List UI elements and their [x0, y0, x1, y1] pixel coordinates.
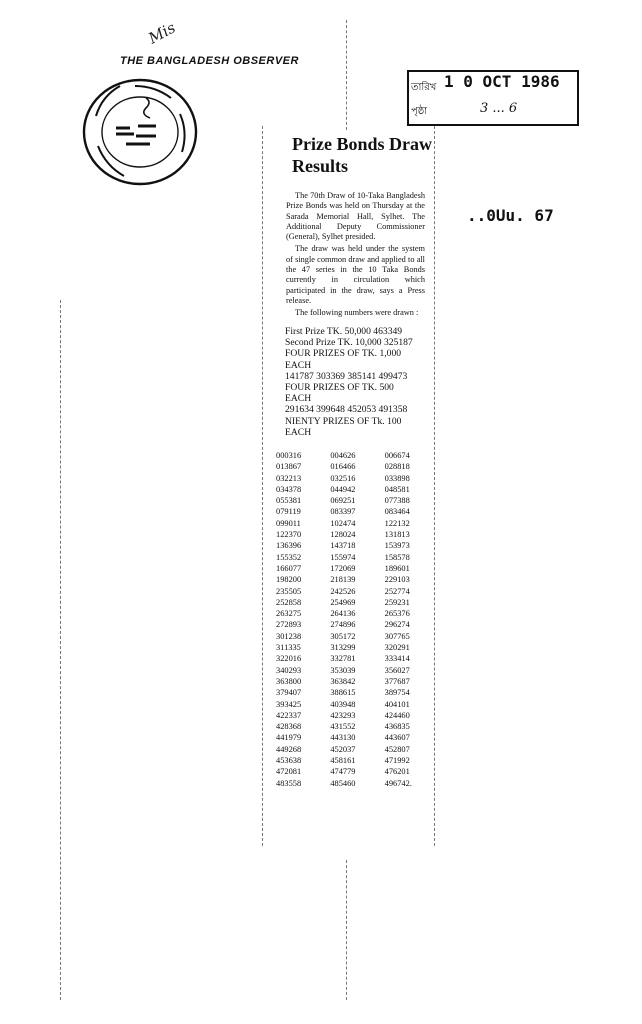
prize-number: 102474 [330, 518, 356, 528]
number-row [276, 687, 436, 698]
number-row [276, 665, 436, 676]
winning-numbers-grid [276, 450, 436, 789]
prize-number: 153973 [384, 541, 410, 551]
prize-number: 155352 [276, 552, 302, 562]
prize-number: 083397 [330, 507, 356, 517]
prize-number: 028818 [384, 462, 410, 472]
prize-number: 264136 [330, 609, 356, 619]
number-row [276, 710, 436, 721]
prize-line: EACH [285, 359, 312, 371]
prize-number: 198200 [276, 575, 302, 585]
prize-number: 242526 [330, 586, 356, 596]
prize-number: 313299 [330, 643, 356, 653]
prize-number: 263275 [276, 609, 302, 619]
number-row [276, 778, 436, 789]
date-label: তারিখ [411, 82, 437, 93]
prize-number: 000316 [276, 451, 302, 460]
prize-line: NIENTY PRIZES OF Tk. 100 [285, 415, 402, 427]
prize-number: 122132 [384, 518, 410, 528]
page-crease [60, 300, 61, 1000]
prize-number: 272893 [276, 620, 302, 630]
prize-number: 452037 [330, 744, 356, 754]
newspaper-masthead: THE BANGLADESH OBSERVER [120, 55, 299, 67]
prize-line: 291634 399648 452053 491358 [285, 404, 408, 416]
handwritten-initials: Mis [145, 18, 179, 48]
number-row [276, 552, 436, 563]
prize-line: Second Prize TK. 10,000 325187 [285, 337, 413, 349]
number-row [276, 766, 436, 777]
number-row [276, 484, 436, 495]
number-row [276, 506, 436, 517]
prize-number: 311335 [276, 643, 301, 653]
prize-number: 428368 [276, 722, 302, 732]
prize-number: 229103 [384, 575, 410, 585]
prize-number: 476201 [384, 767, 410, 777]
prize-number: 077388 [384, 496, 410, 506]
prize-number: 143718 [330, 541, 356, 551]
prize-number: 218139 [330, 575, 356, 585]
prize-number: 458161 [330, 756, 356, 766]
prize-number: 252858 [276, 597, 302, 607]
prize-number: 252774 [384, 586, 410, 596]
prize-number: 189601 [384, 563, 410, 573]
clipping-left-edge [262, 126, 263, 846]
prize-number: 449268 [276, 744, 302, 754]
prize-number: 474779 [330, 767, 356, 777]
number-row [276, 699, 436, 710]
prize-number: 004626 [330, 451, 356, 460]
prize-number: 353039 [330, 665, 356, 675]
number-row [276, 744, 436, 755]
prize-number: 274896 [330, 620, 356, 630]
prize-number: 356027 [384, 665, 410, 675]
prize-number: 363842 [330, 676, 356, 686]
prize-number: 452807 [384, 744, 410, 754]
prize-line: 141787 303369 385141 499473 [285, 370, 408, 382]
prize-number: 422337 [276, 710, 302, 720]
number-row [276, 653, 436, 664]
number-row [276, 619, 436, 630]
prize-number: 496742. [384, 778, 412, 788]
prize-number: 013867 [276, 462, 302, 472]
number-row [276, 676, 436, 687]
number-row [276, 473, 436, 484]
prize-number: 393425 [276, 699, 302, 709]
prize-line: FOUR PRIZES OF TK. 1,000 [285, 348, 402, 360]
prize-number: 403948 [330, 699, 356, 709]
prize-number: 034378 [276, 484, 302, 494]
number-row [276, 721, 436, 732]
prize-number: 453638 [276, 756, 302, 766]
prize-number: 307765 [384, 631, 410, 641]
prize-number: 320291 [384, 643, 410, 653]
prize-number: 305172 [330, 631, 356, 641]
prize-number: 472081 [276, 767, 302, 777]
prize-number: 443607 [384, 733, 410, 743]
prize-number: 069251 [330, 496, 356, 506]
page-crease-bottom [346, 860, 347, 1000]
prize-number: 254969 [330, 597, 356, 607]
prize-line: EACH [285, 426, 312, 438]
prize-number: 441979 [276, 733, 302, 743]
page-crease-top [346, 20, 347, 130]
prize-number: 044942 [330, 484, 356, 494]
number-row [276, 529, 436, 540]
prize-number: 128024 [330, 530, 356, 540]
article-paragraph: The following numbers were drawn : [295, 308, 419, 318]
prize-number: 032516 [330, 473, 356, 483]
article-headline: Prize Bonds Draw Results [292, 134, 432, 176]
prize-number: 259231 [384, 597, 410, 607]
prize-number: 055381 [276, 496, 302, 506]
number-row [276, 540, 436, 551]
number-row [276, 631, 436, 642]
prize-number: 131813 [384, 530, 410, 540]
prize-number: 301238 [276, 631, 302, 641]
prize-number: 122370 [276, 530, 302, 540]
number-row [276, 608, 436, 619]
prize-number: 483558 [276, 778, 302, 788]
prize-number: 443130 [330, 733, 356, 743]
prize-number: 423293 [330, 710, 356, 720]
prize-number: 332781 [330, 654, 356, 664]
prize-number: 404101 [384, 699, 410, 709]
prize-number: 235505 [276, 586, 302, 596]
prize-number: 363800 [276, 676, 302, 686]
number-row [276, 732, 436, 743]
prize-number: 083464 [384, 507, 410, 517]
number-row [276, 755, 436, 766]
prize-number: 032213 [276, 473, 302, 483]
stamp-page-value: 3 ... 6 [480, 101, 518, 116]
prize-number: 136396 [276, 541, 302, 551]
stamp-date: 1 0 OCT 1986 [444, 72, 560, 91]
prize-number: 166077 [276, 563, 302, 573]
number-row [276, 518, 436, 529]
prize-number: 436835 [384, 722, 410, 732]
prize-number: 033898 [384, 473, 410, 483]
prize-number: 389754 [384, 688, 410, 698]
prize-line: FOUR PRIZES OF TK. 500 [285, 382, 394, 394]
prize-number: 485460 [330, 778, 356, 788]
prize-number: 099011 [276, 518, 301, 528]
number-row [276, 563, 436, 574]
prize-number: 172069 [330, 563, 356, 573]
number-row [276, 574, 436, 585]
prize-list [285, 326, 425, 438]
prize-number: 377687 [384, 676, 410, 686]
article-paragraph: The 70th Draw of 10-Taka Bangladesh Prize Bonds was held on Thursday at the Sarada Memorial Hall, Sylhet. The Additional Deputy Commissioner (General), Sylhet presided. [286, 191, 425, 242]
prize-number: 333414 [384, 654, 410, 664]
prize-number: 424460 [384, 710, 410, 720]
number-row [276, 495, 436, 506]
prize-line: EACH [285, 393, 312, 405]
number-row [276, 586, 436, 597]
prize-line: First Prize TK. 50,000 463349 [285, 326, 403, 337]
prize-number: 158578 [384, 552, 410, 562]
prize-number: 322016 [276, 654, 302, 664]
prize-number: 006674 [384, 451, 410, 460]
number-row [276, 450, 436, 461]
article-paragraph: The draw was held under the system of single common draw and applied to all the 47 series in the 10 Taka Bonds currently in circulation which participated in the draw, says a Press release. [286, 244, 425, 305]
prize-number: 471992 [384, 756, 410, 766]
prize-number: 340293 [276, 665, 302, 675]
prize-number: 379407 [276, 688, 302, 698]
page-label: পৃষ্ঠা [411, 106, 428, 117]
prize-number: 265376 [384, 609, 410, 619]
number-row [276, 461, 436, 472]
prize-number: 155974 [330, 552, 356, 562]
office-seal-icon [80, 76, 200, 188]
prize-number: 388615 [330, 688, 356, 698]
prize-number: 079119 [276, 507, 301, 517]
number-row [276, 597, 436, 608]
prize-number: 048581 [384, 484, 410, 494]
number-row [276, 642, 436, 653]
reference-mark: ..0Uu. 67 [467, 206, 554, 225]
prize-number: 296274 [384, 620, 410, 630]
prize-number: 016466 [330, 462, 356, 472]
article-body [286, 191, 425, 321]
prize-number: 431552 [330, 722, 356, 732]
